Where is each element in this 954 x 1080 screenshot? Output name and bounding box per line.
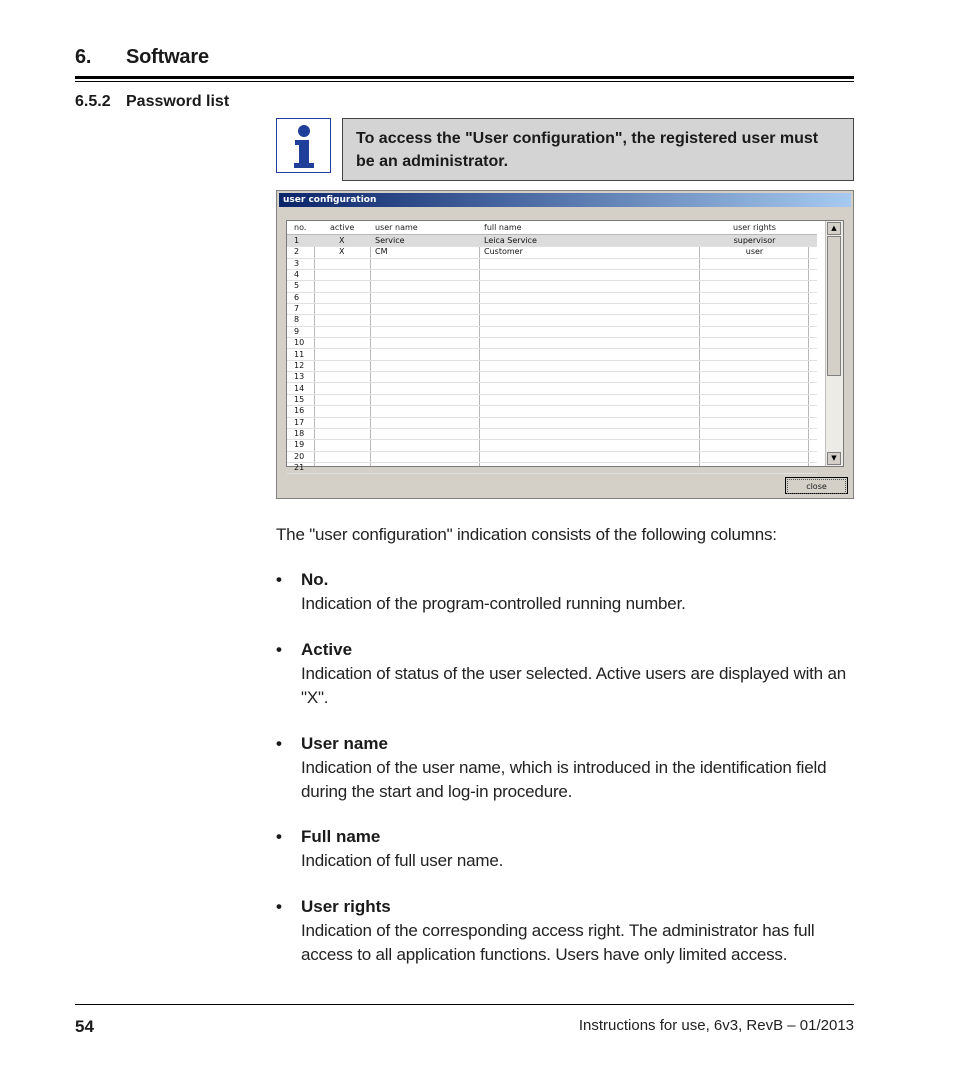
chapter-heading bbox=[75, 44, 854, 74]
cell-no: 18 bbox=[294, 428, 305, 438]
cell-active: X bbox=[339, 236, 345, 245]
cell-no: 20 bbox=[294, 451, 305, 461]
header-active[interactable]: active bbox=[330, 223, 355, 232]
header-rule-thin bbox=[75, 81, 854, 82]
table-row[interactable] bbox=[287, 462, 817, 474]
cell-no: 7 bbox=[294, 304, 300, 314]
chapter-number: 6. bbox=[75, 46, 92, 68]
section-number: 6.5.2 bbox=[75, 93, 111, 110]
header-user-rights[interactable]: user rights bbox=[733, 223, 776, 232]
bullet-icon: • bbox=[276, 897, 282, 916]
cell-full-name: Leica Service bbox=[484, 236, 537, 245]
bullet-icon: • bbox=[276, 734, 282, 753]
item-title: No. bbox=[301, 570, 329, 589]
bullet-icon: • bbox=[276, 827, 282, 846]
cell-no: 6 bbox=[294, 292, 300, 302]
cell-no: 8 bbox=[294, 315, 300, 325]
table-header bbox=[287, 221, 817, 235]
cell-full-name: Customer bbox=[484, 247, 523, 257]
cell-no: 4 bbox=[294, 270, 300, 280]
item-description: Indication of the user name, which is introduced in the identification field during the start and log-in procedure. bbox=[301, 758, 827, 801]
page-number: 54 bbox=[75, 1017, 94, 1036]
cell-no: 11 bbox=[294, 349, 305, 359]
intro-text: The "user configuration" indication consists of the following columns: bbox=[276, 525, 777, 544]
user-table[interactable] bbox=[286, 220, 844, 472]
cell-no: 9 bbox=[294, 326, 300, 336]
cell-user-name: CM bbox=[375, 247, 388, 257]
header-full-name[interactable]: full name bbox=[484, 223, 522, 232]
item-description: Indication of status of the user selected. Active users are displayed with an "X". bbox=[301, 664, 846, 707]
cell-active: X bbox=[339, 247, 345, 257]
document-info: Instructions for use, 6v3, RevB – 01/2013 bbox=[578, 1017, 854, 1034]
scroll-thumb[interactable] bbox=[827, 236, 841, 376]
footer-rule bbox=[75, 1004, 854, 1005]
scroll-up-icon[interactable]: ▲ bbox=[827, 222, 841, 235]
item-title: User rights bbox=[301, 897, 391, 916]
cell-no: 19 bbox=[294, 440, 305, 450]
cell-no: 2 bbox=[294, 247, 300, 257]
cell-no: 16 bbox=[294, 406, 305, 416]
cell-no: 17 bbox=[294, 417, 305, 427]
item-title: Full name bbox=[301, 827, 381, 846]
section-title: Password list bbox=[126, 93, 230, 110]
info-icon bbox=[276, 118, 331, 173]
cell-user-name: Service bbox=[375, 236, 405, 245]
cell-no: 15 bbox=[294, 394, 305, 404]
bullet-icon: • bbox=[276, 640, 282, 659]
header-no[interactable]: no. bbox=[294, 223, 307, 232]
vertical-scrollbar[interactable] bbox=[825, 221, 843, 466]
cell-no: 12 bbox=[294, 360, 305, 370]
item-title: User name bbox=[301, 734, 388, 753]
header-user-name[interactable]: user name bbox=[375, 223, 418, 232]
item-description: Indication of the program-controlled running number. bbox=[301, 594, 686, 613]
info-note: To access the "User configuration", the registered user must be an administrator. bbox=[342, 118, 854, 181]
close-button-label: close bbox=[787, 479, 846, 494]
cell-no: 14 bbox=[294, 383, 305, 393]
bullet-icon: • bbox=[276, 570, 282, 589]
cell-user-rights: user bbox=[745, 247, 764, 257]
item-title: Active bbox=[301, 640, 353, 659]
cell-user-rights: supervisor bbox=[733, 236, 776, 245]
cell-no: 5 bbox=[294, 281, 300, 291]
cell-no: 21 bbox=[294, 463, 305, 472]
cell-no: 1 bbox=[294, 236, 300, 245]
item-description: Indication of full user name. bbox=[301, 851, 504, 870]
dialog-title: user configuration bbox=[279, 193, 851, 207]
cell-no: 13 bbox=[294, 372, 305, 382]
item-description: Indication of the corresponding access right. The administrator has full access to all application functions. Users have only limited access. bbox=[301, 921, 815, 964]
header-rule-thick bbox=[75, 76, 854, 79]
cell-no: 10 bbox=[294, 338, 305, 348]
chapter-title: Software bbox=[126, 46, 209, 68]
user-configuration-dialog bbox=[276, 190, 854, 499]
close-button[interactable] bbox=[785, 477, 848, 494]
scroll-down-icon[interactable]: ▼ bbox=[827, 452, 841, 465]
cell-no: 3 bbox=[294, 258, 300, 268]
